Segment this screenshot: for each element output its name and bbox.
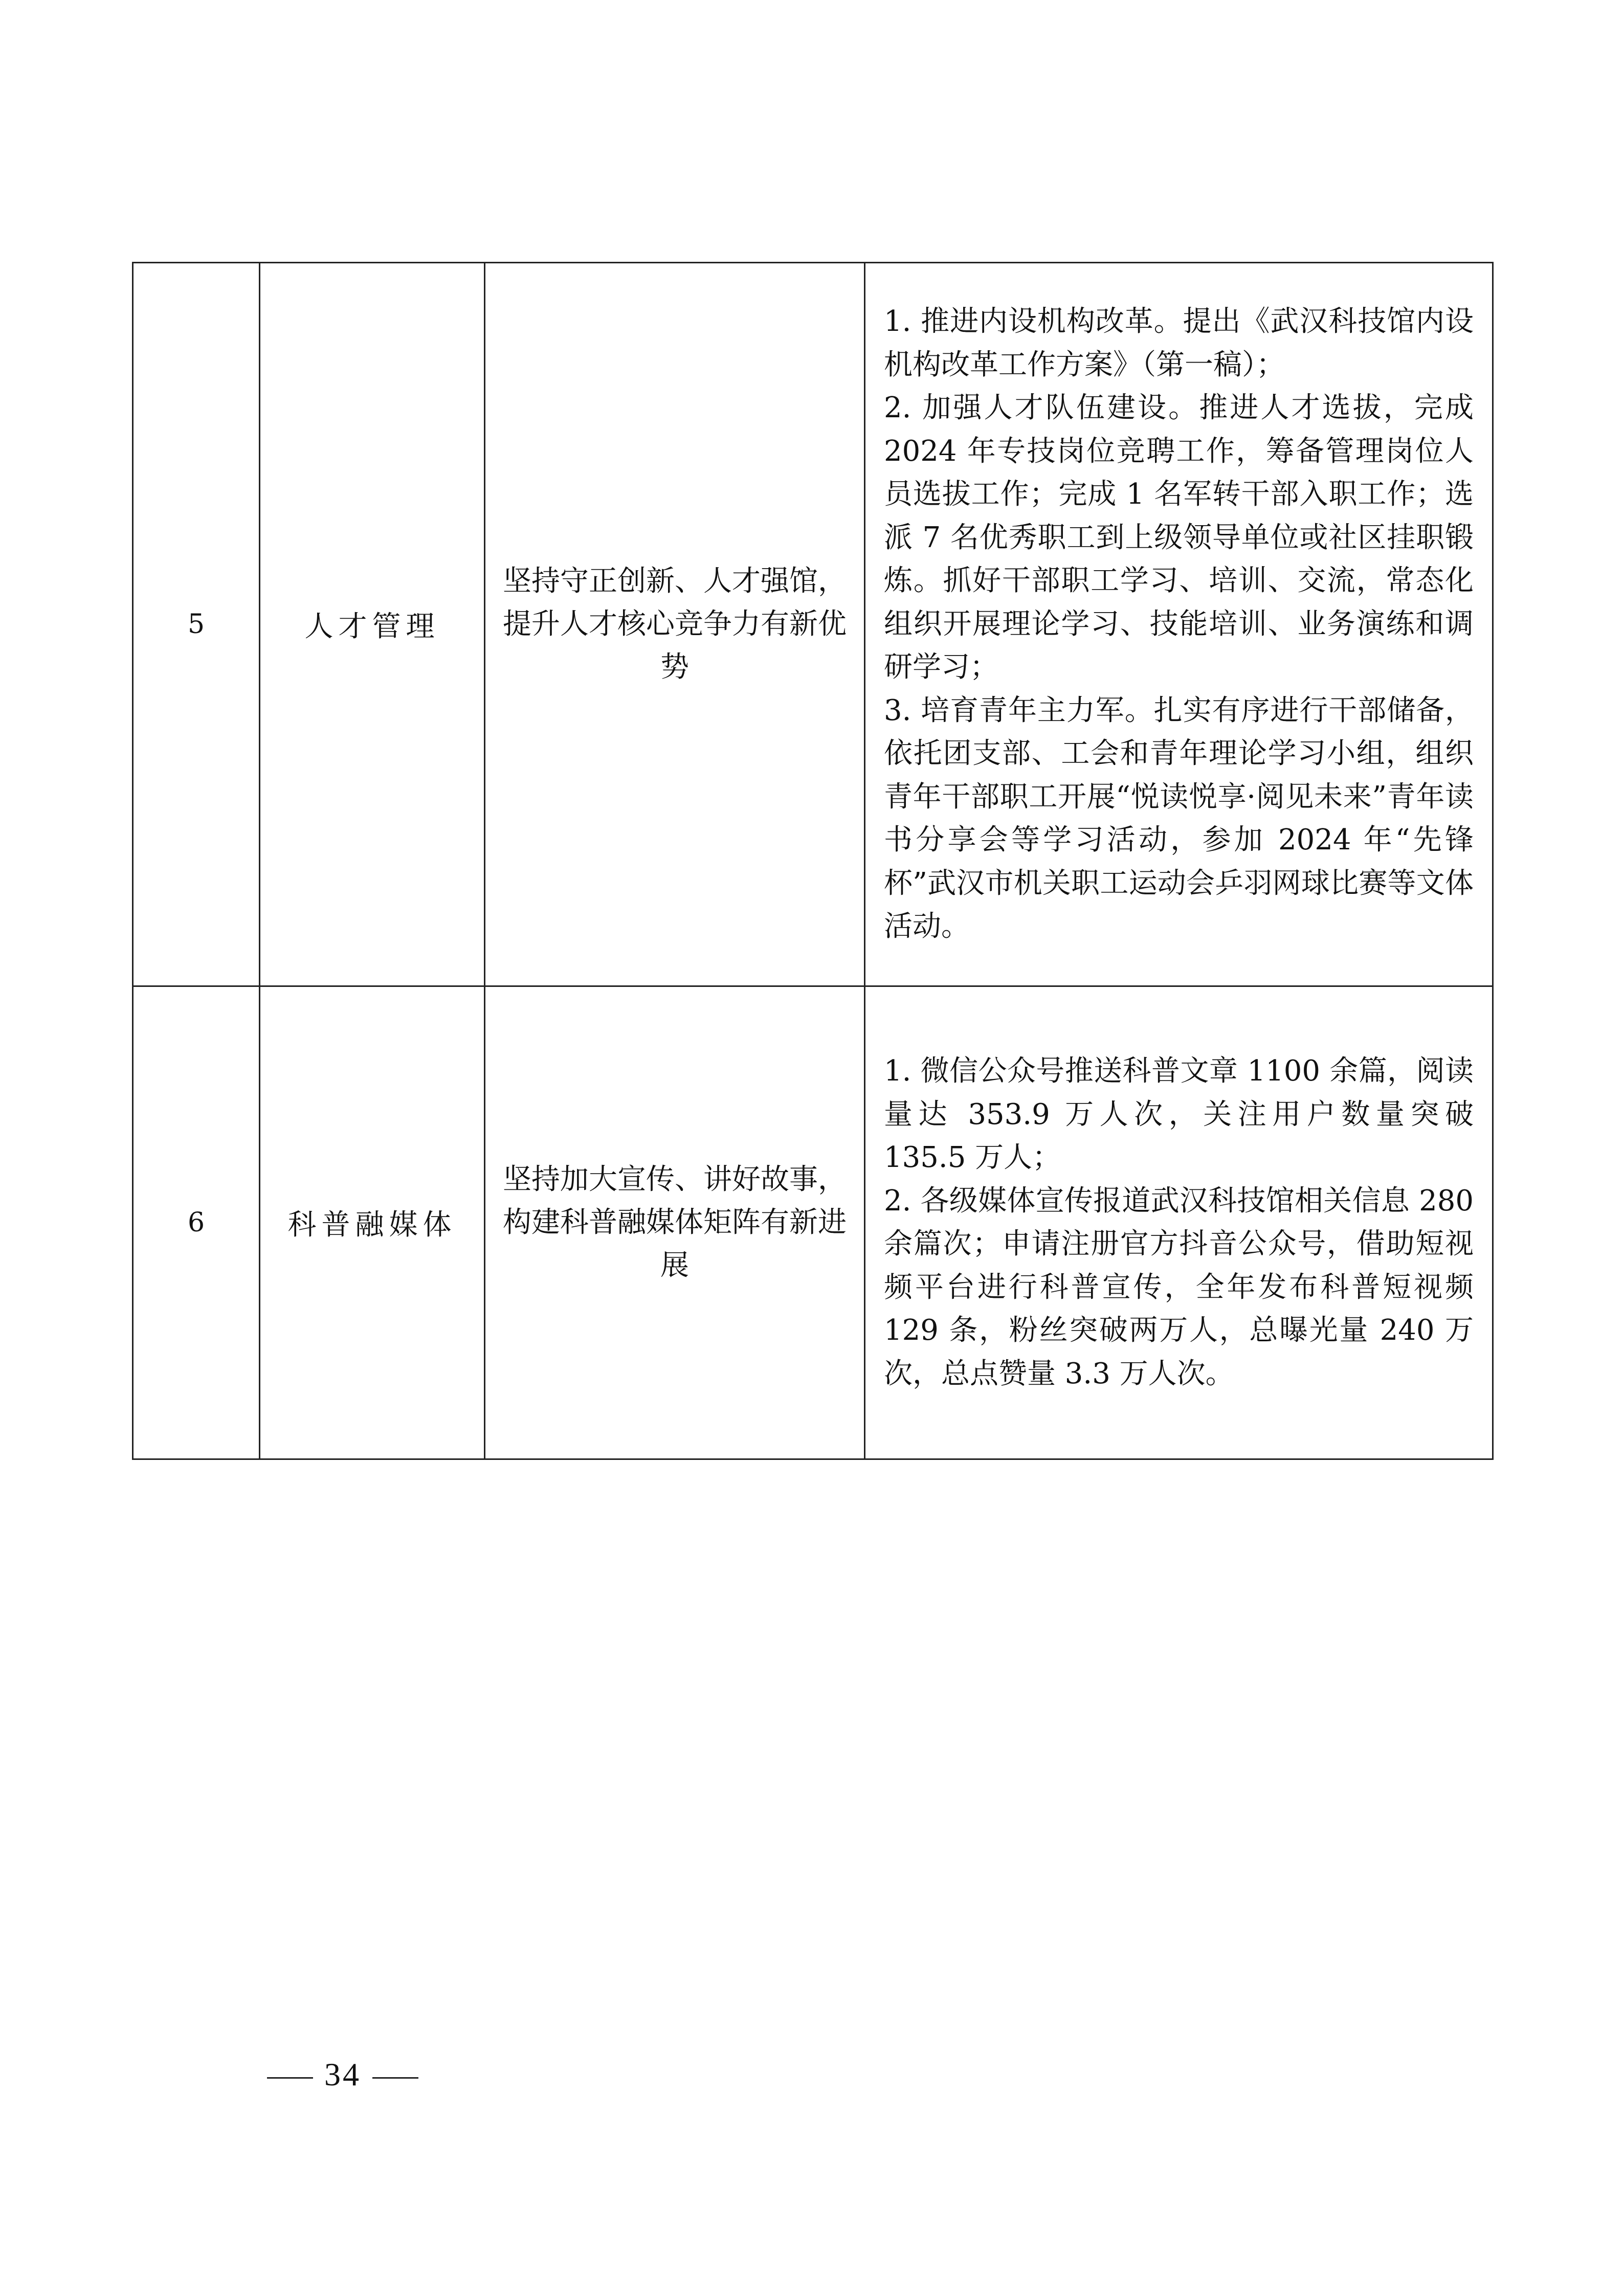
- row-number: 6: [133, 986, 260, 1459]
- table-row: [133, 986, 1493, 1459]
- detail-item: 2. 加强人才队伍建设。推进人才选拔，完成 2024 年专技岗位竞聘工作，筹备管理岗位人员选拔工作；完成 1 名军转干部入职工作；选派 7 名优秀职工到上级领导单位或社区挂职锻炼。抓好干部职工学习、培训、交流，常态化组织开展理论学习、技能培训、业务演练和调研学习；: [884, 391, 1474, 684]
- row-details: [865, 263, 1493, 986]
- table-row: [133, 263, 1493, 986]
- detail-item: 1. 微信公众号推送科普文章 1100 余篇，阅读量达 353.9 万人次，关注用户数量突破 135.5 万人；: [884, 1054, 1474, 1174]
- footer-dash-right: [372, 2077, 418, 2079]
- row-goal: 坚持加大宣传、讲好故事，构建科普融媒体矩阵有新进展: [485, 986, 865, 1459]
- detail-item: 1. 推进内设机构改革。提出《武汉科技馆内设机构改革工作方案》（第一稿）；: [884, 305, 1474, 381]
- page-footer: [256, 2056, 430, 2094]
- row-category: 人才管理: [260, 263, 485, 986]
- work-summary-table: [132, 262, 1494, 1460]
- page-number: 34: [324, 2056, 361, 2092]
- row-details: [865, 986, 1493, 1459]
- detail-item: 3. 培育青年主力军。扎实有序进行干部储备，依托团支部、工会和青年理论学习小组，组织青年干部职工开展“悦读悦享·阅见未来”青年读书分享会等学习活动，参加 2024 年“先锋杯”武汉市机关职工运动会乒羽网球比赛等文体活动。: [884, 693, 1474, 943]
- row-goal: 坚持守正创新、人才强馆，提升人才核心竞争力有新优势: [485, 263, 865, 986]
- footer-dash-left: [267, 2077, 313, 2079]
- row-category: 科普融媒体: [260, 986, 485, 1459]
- row-number: 5: [133, 263, 260, 986]
- detail-item: 2. 各级媒体宣传报道武汉科技馆相关信息 280 余篇次；申请注册官方抖音公众号，借助短视频平台进行科普宣传，全年发布科普短视频 129 条，粉丝突破两万人，总曝光量 240 万次，总点赞量 3.3 万人次。: [884, 1184, 1474, 1390]
